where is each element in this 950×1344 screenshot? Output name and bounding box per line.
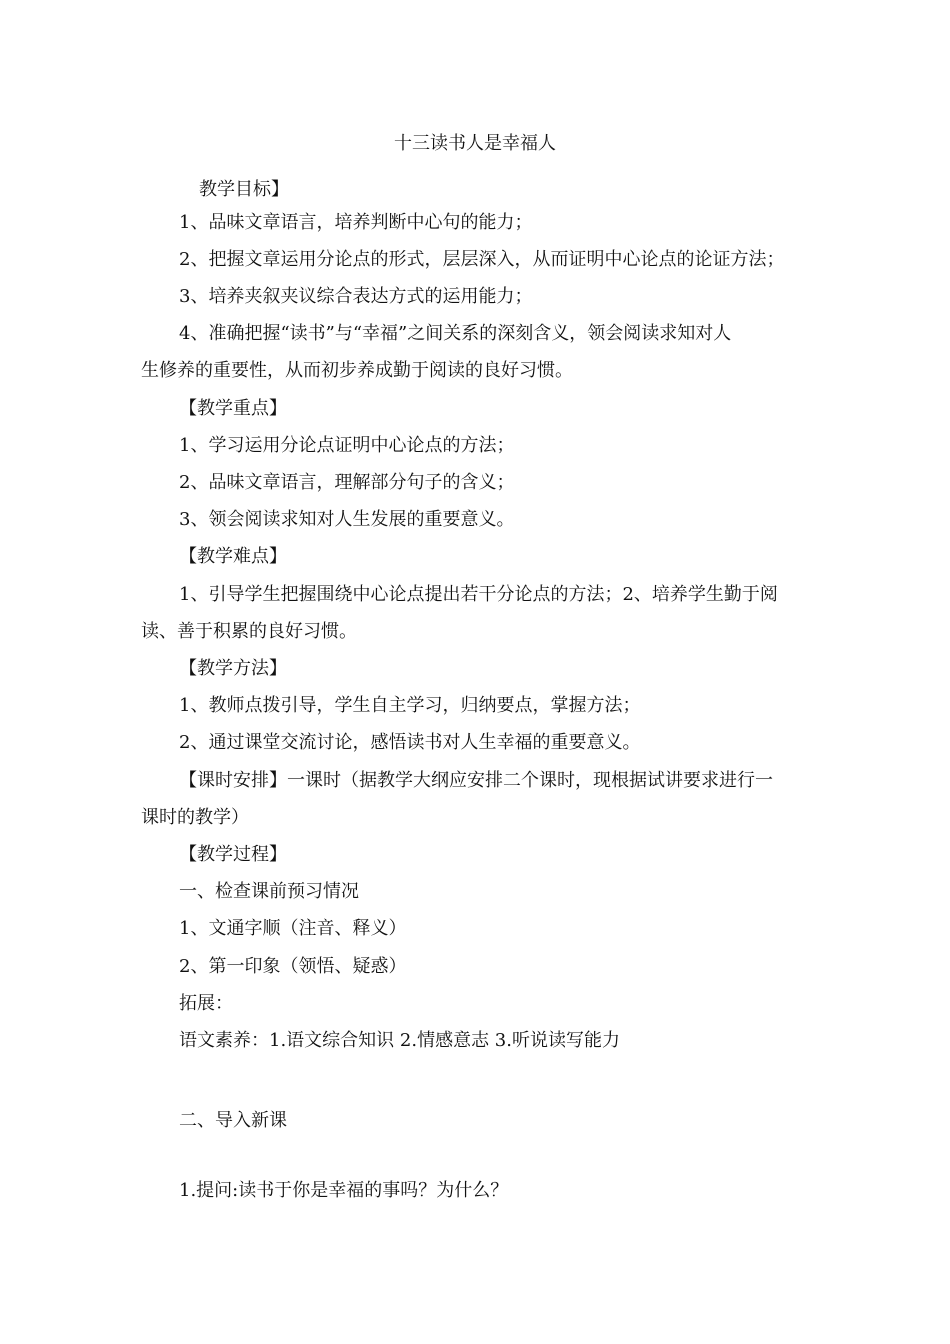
paragraph-line: 语文素养：1.语文综合知识 2.情感意志 3.听说读写能力 bbox=[179, 1030, 620, 1051]
paragraph-line: 课时的教学） bbox=[141, 807, 249, 828]
paragraph-line: 1、引导学生把握围绕中心论点提出若干分论点的方法；2、培养学生勤于阅 bbox=[179, 584, 778, 605]
paragraph-line: 1、教师点拨引导，学生自主学习，归纳要点，掌握方法； bbox=[179, 695, 641, 716]
paragraph-line: 4、准确把握“读书”与“幸福”之间关系的深刻含义，领会阅读求知对人 bbox=[179, 323, 732, 344]
paragraph-line: 1、品味文章语言，培养判断中心句的能力； bbox=[179, 212, 533, 233]
paragraph-line: 生修养的重要性，从而初步养成勤于阅读的良好习惯。 bbox=[141, 360, 573, 381]
section-heading-process: 【教学过程】 bbox=[179, 844, 287, 865]
section-heading-key-points: 【教学重点】 bbox=[179, 398, 287, 419]
section-heading-methods: 【教学方法】 bbox=[179, 658, 287, 679]
paragraph-line: 3、领会阅读求知对人生发展的重要意义。 bbox=[179, 509, 515, 530]
document-title: 十三读书人是幸福人 bbox=[394, 133, 556, 154]
paragraph-line: 2、通过课堂交流讨论，感悟读书对人生幸福的重要意义。 bbox=[179, 732, 641, 753]
paragraph-line: 一、检查课前预习情况 bbox=[179, 881, 359, 902]
paragraph-line: 2、品味文章语言，理解部分句子的含义； bbox=[179, 472, 515, 493]
section-heading-difficulties: 【教学难点】 bbox=[179, 546, 287, 567]
paragraph-line: 2、第一印象（领悟、疑惑） bbox=[179, 956, 407, 977]
paragraph-line: 拓展： bbox=[179, 993, 233, 1014]
section-heading-schedule: 【课时安排】一课时（据教学大纲应安排二个课时，现根据试讲要求进行一 bbox=[179, 770, 773, 791]
section-heading-objectives: 教学目标】 bbox=[199, 179, 289, 200]
paragraph-line: 3、培养夹叙夹议综合表达方式的运用能力； bbox=[179, 286, 533, 307]
paragraph-line: 1、文通字顺（注音、释义） bbox=[179, 918, 407, 939]
paragraph-line: 1、学习运用分论点证明中心论点的方法； bbox=[179, 435, 515, 456]
paragraph-line: 1.提问:读书于你是幸福的事吗？为什么？ bbox=[179, 1180, 509, 1201]
paragraph-line: 2、把握文章运用分论点的形式，层层深入，从而证明中心论点的论证方法； bbox=[179, 249, 785, 270]
section-heading-intro: 二、导入新课 bbox=[179, 1110, 287, 1131]
paragraph-line: 读、善于积累的良好习惯。 bbox=[141, 621, 357, 642]
